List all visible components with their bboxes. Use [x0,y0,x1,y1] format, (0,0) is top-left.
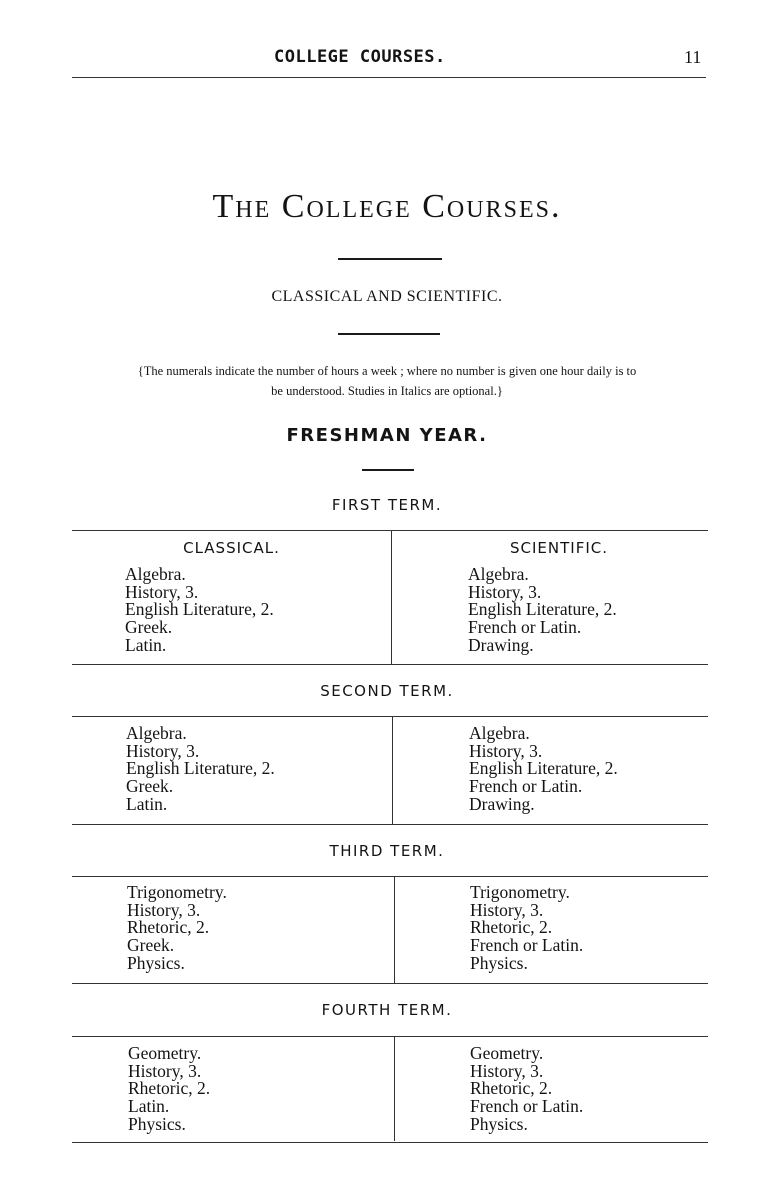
subtitle: CLASSICAL AND SCIENTIFIC. [271,288,503,305]
course-item: Algebra. [469,723,530,743]
course-item: English Literature, 2. [126,758,275,779]
course-item: Trigonometry. [127,882,227,902]
course-item: History, 3. [469,740,543,761]
course-item: History, 3. [127,899,201,920]
term-heading-third: THIRD TERM. [329,842,445,860]
title-divider [338,258,442,260]
column-divider [394,877,395,983]
course-item: Latin. [125,634,167,655]
course-list-scientific [470,884,583,973]
course-list-scientific [470,1045,583,1134]
column-heading-scientific: SCIENTIFIC. [510,539,608,557]
course-item: Greek. [127,935,175,956]
table-rule [72,824,708,825]
term-heading-second: SECOND TERM. [320,682,454,700]
running-title: COLLEGE COURSES. [274,47,446,67]
course-item: History, 3. [125,581,199,602]
course-item: English Literature, 2. [125,599,274,620]
running-header [0,47,774,71]
explanatory-note [60,361,714,401]
table-rule [72,716,708,717]
course-item: French or Latin. [469,776,583,797]
course-item: History, 3. [470,899,544,920]
course-item: Rhetoric, 2. [128,1078,211,1099]
course-item: Rhetoric, 2. [470,917,553,938]
column-heading-classical: CLASSICAL. [183,539,280,557]
course-item: Physics. [128,1113,186,1134]
table-rule [72,664,708,665]
header-rule [72,77,706,78]
course-item: Physics. [470,1113,528,1134]
course-item: Rhetoric, 2. [470,1078,553,1099]
note-line-1: {The numerals indicate the number of hours a week ; where no number is given one hour daily is to [137,364,637,378]
course-list-classical [127,884,227,973]
page-title: The College Courses. [212,188,562,225]
table-rule [72,530,708,531]
course-list-scientific [469,725,618,814]
course-item: History, 3. [470,1060,544,1081]
course-item: Algebra. [125,564,186,584]
course-item: Latin. [128,1096,170,1117]
page-number: 11 [684,47,702,67]
table-rule [72,1142,708,1143]
subtitle-divider [338,333,440,335]
course-list-classical [125,566,274,655]
course-item: History, 3. [468,581,542,602]
year-divider [362,469,414,471]
column-divider [392,717,393,824]
course-item: Drawing. [468,634,534,655]
year-heading: FRESHMAN YEAR. [286,425,488,446]
course-item: Geometry. [128,1043,202,1063]
course-item: Latin. [126,793,168,814]
course-item: French or Latin. [470,1096,584,1117]
course-item: French or Latin. [470,935,584,956]
course-item: Trigonometry. [470,882,570,902]
course-list-classical [128,1045,210,1134]
course-item: Physics. [127,952,185,973]
table-rule [72,983,708,984]
course-item: History, 3. [126,740,200,761]
column-divider [394,1037,395,1141]
course-item: Rhetoric, 2. [127,917,210,938]
course-item: Algebra. [468,564,529,584]
course-item: Drawing. [469,793,535,814]
course-item: English Literature, 2. [468,599,617,620]
course-item: Greek. [126,776,174,797]
table-rule [72,1036,708,1037]
term-heading-fourth: FOURTH TERM. [321,1001,453,1019]
course-item: Greek. [125,617,173,638]
course-item: History, 3. [128,1060,202,1081]
course-list-scientific [468,566,617,655]
table-rule [72,876,708,877]
course-item: Algebra. [126,723,187,743]
course-item: Physics. [470,952,528,973]
course-item: French or Latin. [468,617,582,638]
course-item: English Literature, 2. [469,758,618,779]
note-line-2: be understood. Studies in Italics are optional.} [271,384,503,398]
course-list-classical [126,725,275,814]
course-item: Geometry. [470,1043,544,1063]
term-heading-first: FIRST TERM. [331,496,443,514]
